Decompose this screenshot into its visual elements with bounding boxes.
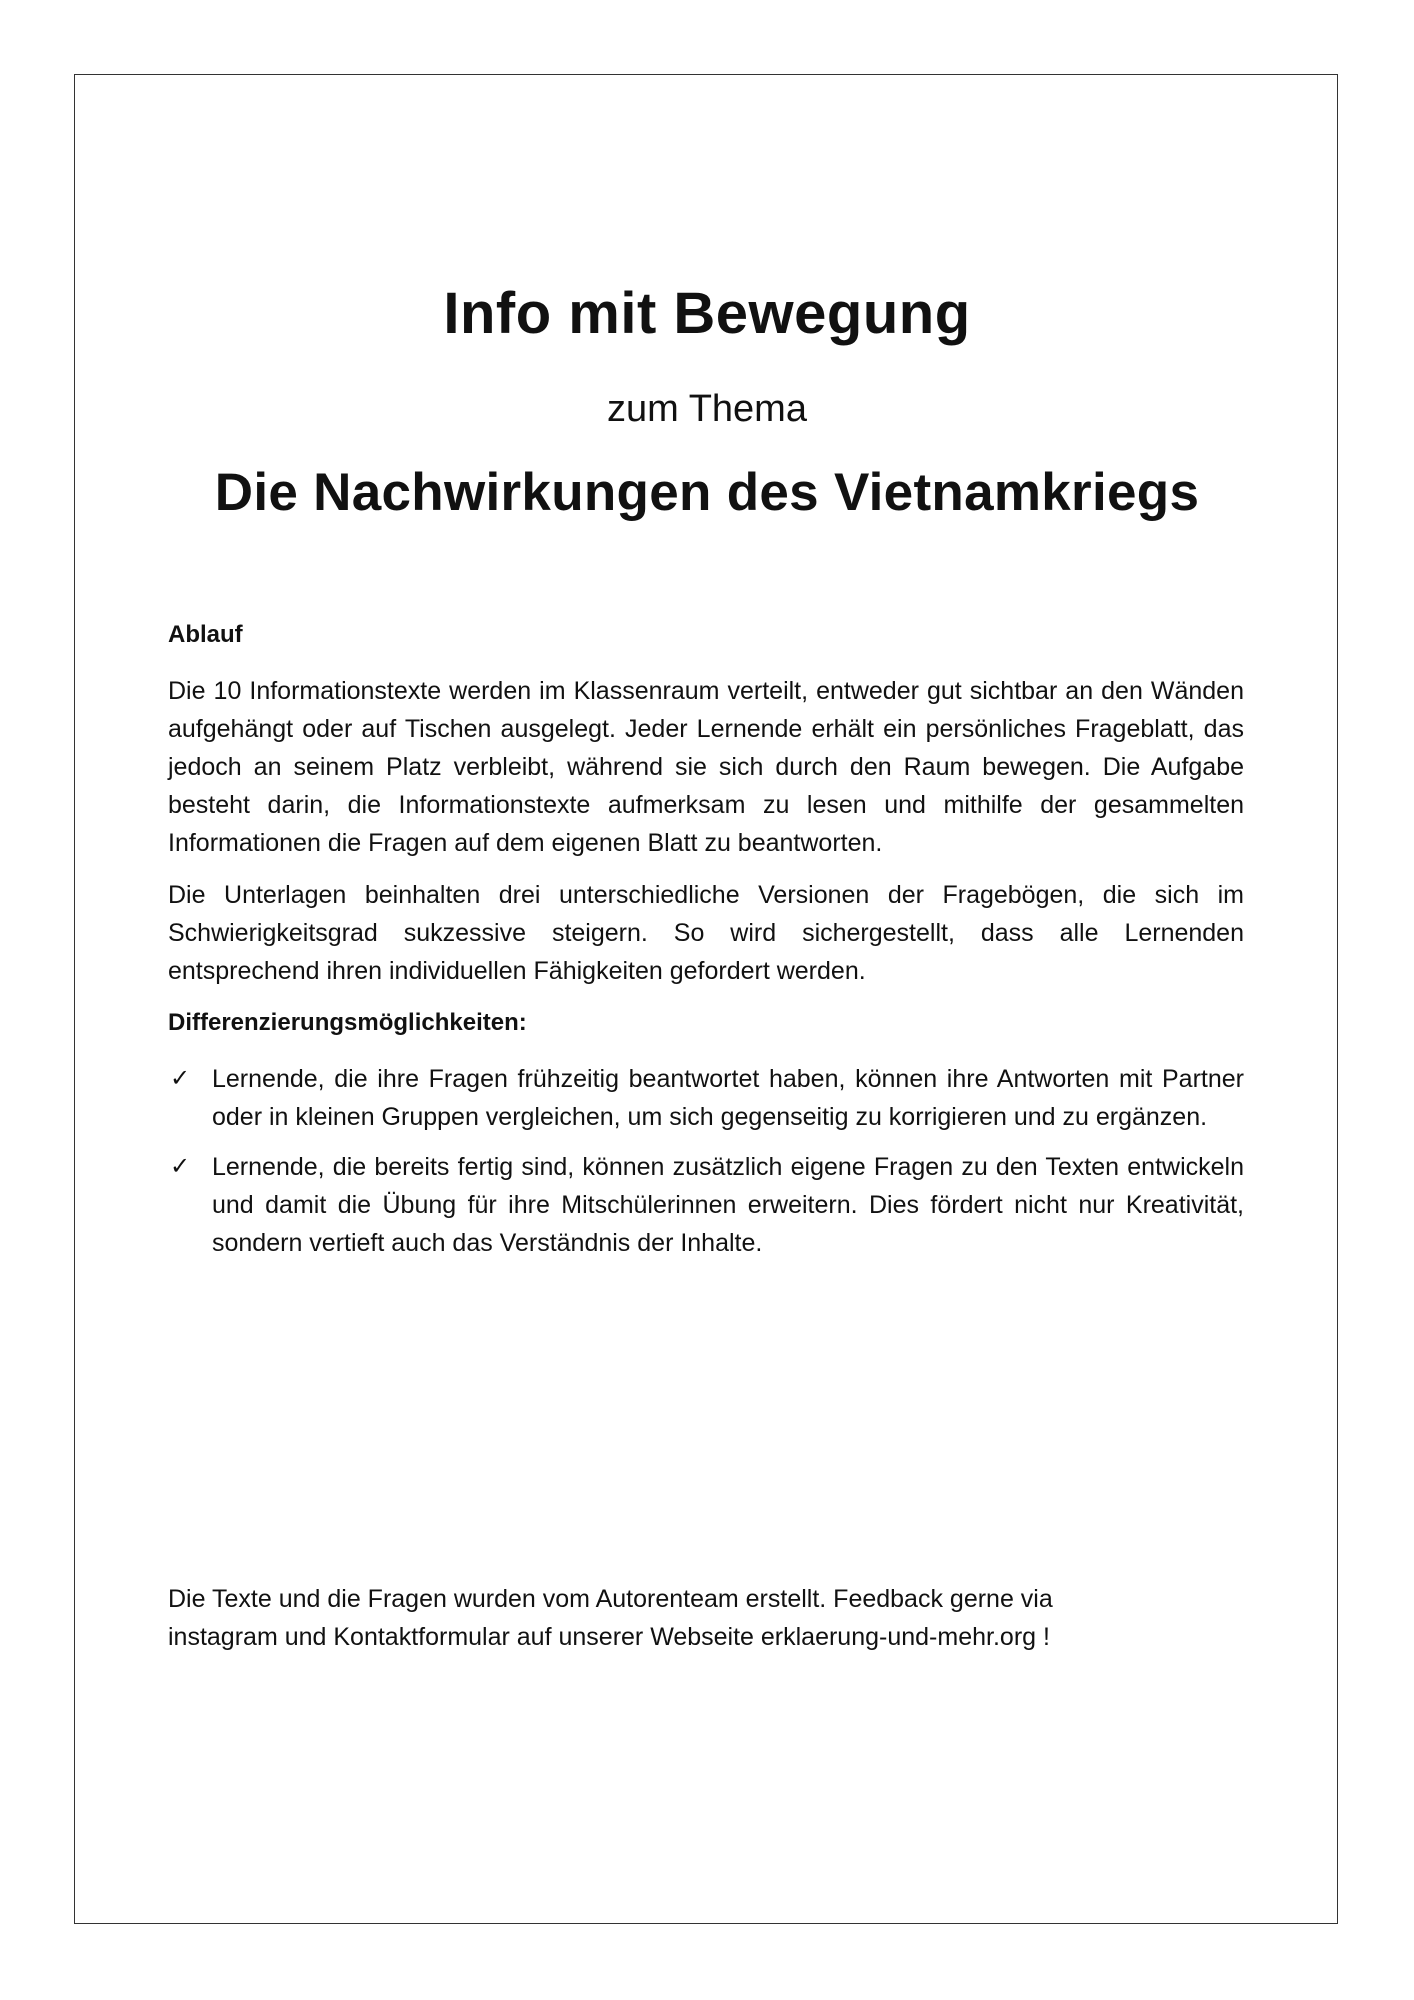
main-content xyxy=(168,616,1244,1274)
ablauf-paragraph-2: Die Unterlagen beinhalten drei unterschiedliche Versionen der Fragebögen, die sich im Schwierigkeitsgrad sukzessive steigern. So wird sichergestellt, dass alle Lernenden entsprechend ihren individuellen Fähigkeiten gefordert werden. xyxy=(168,881,1244,985)
list-item xyxy=(168,1148,1244,1262)
list-item-text: Lernende, die bereits fertig sind, können zusätzlich eigene Fragen zu den Texten entwickeln und damit die Übung für ihre Mitschülerinnen erweitern. Dies fördert nicht nur Kreativität, sondern vertieft auch das Verständnis der Inhalte. xyxy=(212,1153,1244,1257)
topic-title: Die Nachwirkungen des Vietnamkriegs xyxy=(214,463,1200,522)
checkmark-icon: ✓ xyxy=(170,1153,191,1180)
differenzierung-heading: Differenzierungsmöglichkeiten: xyxy=(168,1009,527,1036)
footer-line-2: instagram und Kontaktformular auf unserer Webseite erklaerung-und-mehr.org ! xyxy=(168,1623,1050,1651)
page-title: Info mit Bewegung xyxy=(443,281,971,346)
ablauf-paragraph-1: Die 10 Informationstexte werden im Klassenraum verteilt, entweder gut sichtbar an den Wänden aufgehängt oder auf Tischen ausgelegt. Jeder Lernende erhält ein persönliches Frageblatt, das jedoch an seinem Platz verbleibt, während sie sich durch den Raum bewegen. Die Aufgabe besteht darin, die Informationstexte aufmerksam zu lesen und mithilfe der gesammelten Informationen die Fragen auf dem eigenen Blatt zu beantworten. xyxy=(168,677,1244,857)
list-item-text: Lernende, die ihre Fragen frühzeitig beantwortet haben, können ihre Antworten mit Partner oder in kleinen Gruppen vergleichen, um sich gegenseitig zu korrigieren und zu ergänzen. xyxy=(212,1065,1244,1131)
footer-line-1: Die Texte und die Fragen wurden vom Autorenteam erstellt. Feedback gerne via xyxy=(168,1585,1053,1613)
differenzierung-list xyxy=(168,1060,1244,1262)
footer-note xyxy=(168,1580,1244,1656)
ablauf-heading: Ablauf xyxy=(168,621,243,648)
page-subtitle: zum Thema xyxy=(607,388,807,430)
checkmark-icon: ✓ xyxy=(170,1065,191,1092)
list-item xyxy=(168,1060,1244,1136)
